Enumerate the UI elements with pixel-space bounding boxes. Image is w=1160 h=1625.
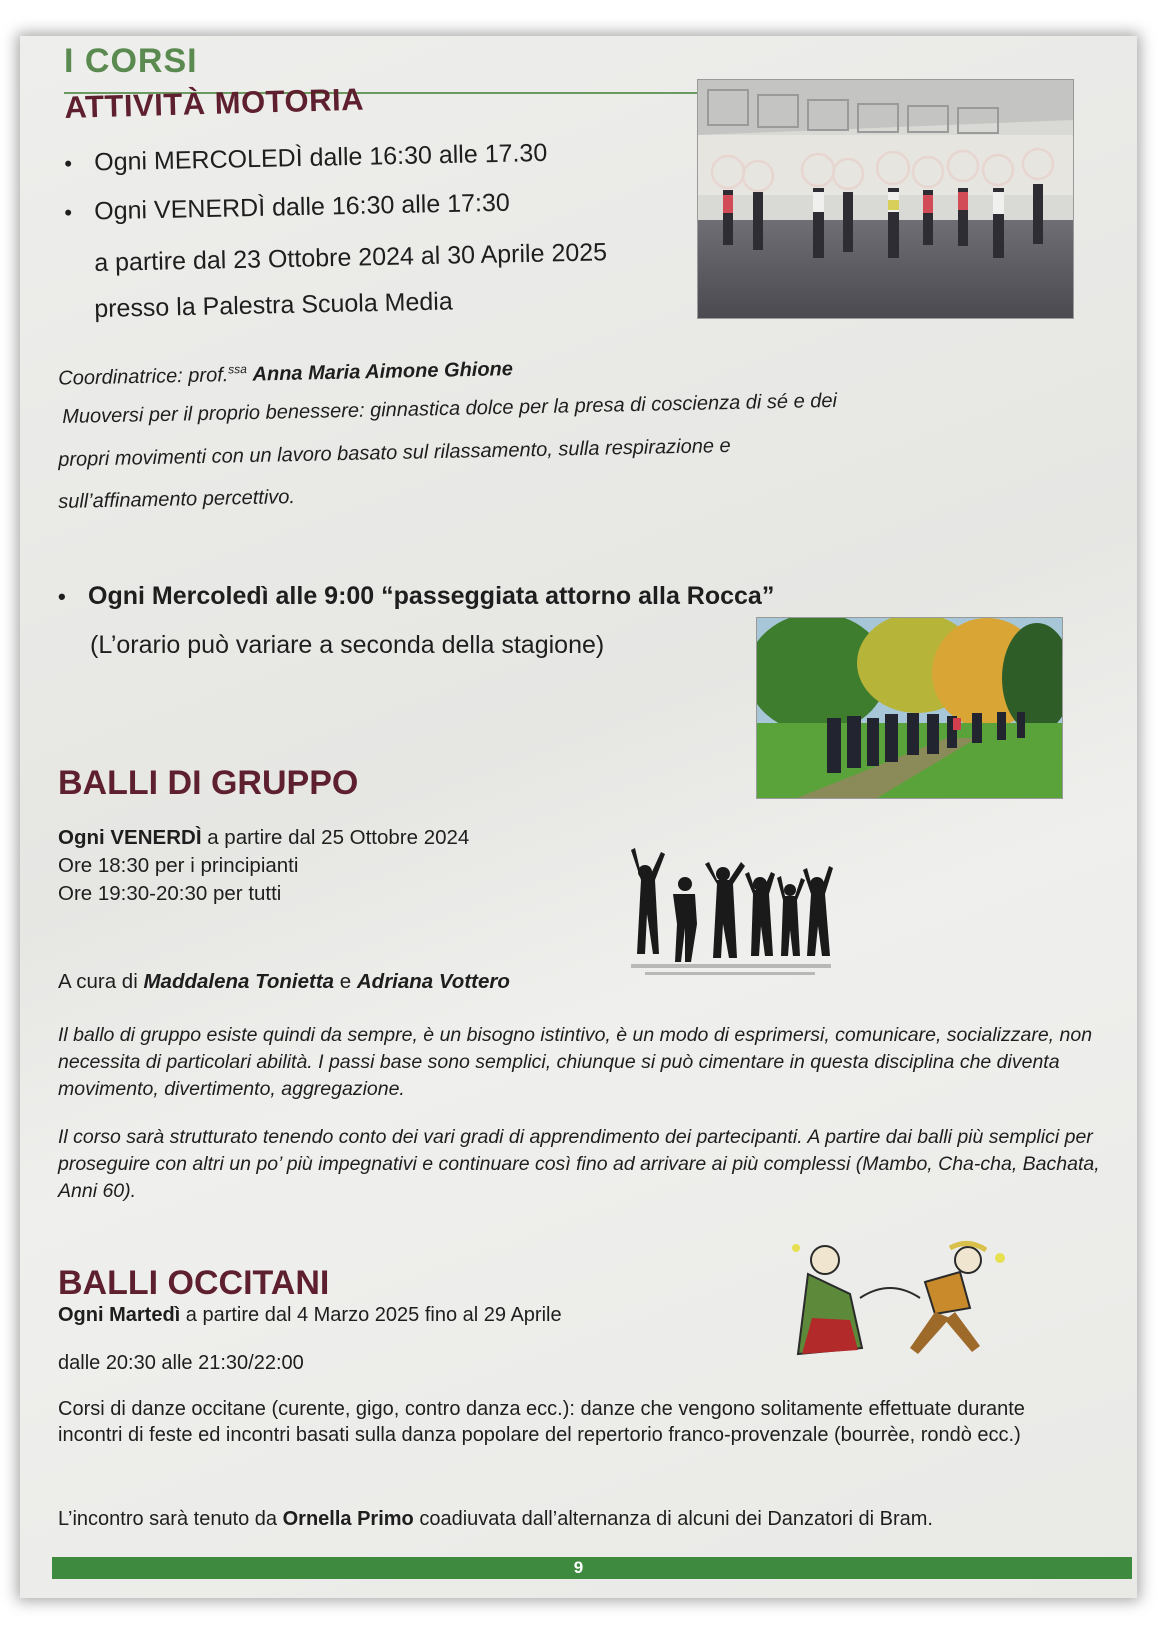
teacher-name: Ornella Primo: [282, 1508, 414, 1530]
schedule-line-1: • Ogni MERCOLEDÌ dalle 16:30 alle 17.30: [64, 138, 548, 177]
schedule-line-3: a partire dal 23 Ottobre 2024 al 30 Aprile 2025: [93, 238, 608, 277]
balli-gruppo-line-3: Ore 19:30-20:30 per tutti: [58, 882, 282, 905]
attivita-desc-3: sull’affinamento percettivo.: [58, 486, 296, 513]
dancing-couple-icon: [790, 1238, 1008, 1368]
coordinator-line: Coordinatrice: prof.$^{ssa}$ Anna Maria Aimone Ghione: [58, 358, 514, 390]
balli-occitani-teacher-line: L’incontro sarà tenuto da Ornella Primo coadiuvata dall’alternanza di alcuni dei Danzatori di Bram.: [58, 1508, 933, 1530]
park-walk-photo: [756, 617, 1063, 799]
balli-gruppo-paragraph-1: Il ballo di gruppo esiste quindi da sempre, è un bisogno istintivo, è un modo di esprimersi, comunicare, socializzare, non necessita di particolari abilità. I passi base sono semplici, chiunque si può cimentare in questa disciplina che diventa movimento, divertimento, aggregazione.: [58, 1024, 1093, 1100]
balli-gruppo-title: BALLI DI GRUPPO: [58, 764, 359, 802]
gym-photo: [697, 79, 1074, 319]
balli-occitani-paragraph: Corsi di danze occitane (curente, gigo, contro danza ecc.): danze che vengono solitamente effettuate durante incontri di feste ed incontri basati sulla danza popolare del repertorio franco-provenzale (bourrèe, rondò ecc.): [58, 1398, 1025, 1446]
page-number: 9: [573, 1558, 584, 1577]
page: [20, 36, 1137, 1598]
schedule-line-4: presso la Palestra Scuola Media: [93, 287, 454, 323]
balli-occitani-line-2: dalle 20:30 alle 21:30/22:00: [58, 1352, 304, 1374]
schedule-line-2: • Ogni VENERDÌ dalle 16:30 alle 17:30: [64, 188, 510, 226]
dancers-silhouette-icon: [625, 844, 835, 994]
bullet-icon: •: [64, 151, 73, 177]
balli-occitani-title: BALLI OCCITANI: [58, 1264, 330, 1302]
walk-note: (L’orario può variare a seconda della stagione): [90, 631, 605, 659]
balli-gruppo-cura: A cura di Maddalena Tonietta e Adriana Vottero: [58, 970, 510, 993]
bullet-icon: •: [64, 200, 73, 226]
coordinator-name: Anna Maria Aimone Ghione: [252, 358, 514, 386]
balli-gruppo-line-1: Ogni VENERDÌ a partire dal 25 Ottobre 2024: [58, 826, 470, 849]
balli-gruppo-line-2: Ore 18:30 per i principianti: [58, 854, 299, 877]
instructor-name-2: Adriana Vottero: [356, 970, 510, 993]
section-label: I CORSI: [64, 42, 198, 80]
bullet-icon: •: [58, 584, 66, 610]
balli-occitani-line-1: Ogni Martedì a partire dal 4 Marzo 2025 fino al 29 Aprile: [58, 1304, 562, 1326]
balli-gruppo-paragraph-2: Il corso sarà strutturato tenendo conto dei vari gradi di apprendimento dei partecipanti. A partire dai balli più semplici per proseguire con altri un po’ più impegnativi e continuare così fino ad arrivare ai più complessi (Mambo, Cha-cha, Bachata, Anni 60).: [58, 1126, 1100, 1202]
walk-line: • Ogni Mercoledì alle 9:00 “passeggiata attorno alla Rocca”: [58, 582, 775, 610]
instructor-name-1: Maddalena Tonietta: [143, 970, 335, 993]
attivita-desc-2: propri movimenti con un lavoro basato sul rilassamento, sulla respirazione e: [58, 434, 731, 471]
attivita-title: ATTIVITÀ MOTORIA: [64, 81, 365, 125]
attivita-desc-1: Muoversi per il proprio benessere: ginnastica dolce per la presa di coscienza di sé e dei: [62, 389, 838, 428]
